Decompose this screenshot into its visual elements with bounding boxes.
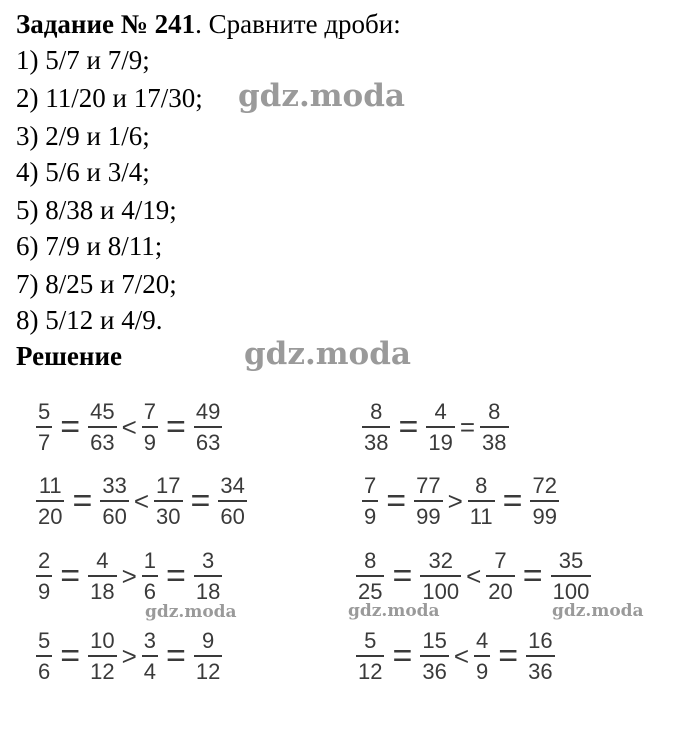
task-item: 4) 5/6 и 3/4; [16, 157, 150, 187]
task-item: 2) 11/20 и 17/30; [16, 83, 203, 113]
fraction-numerator: 72 [532, 473, 557, 498]
fraction [426, 399, 454, 455]
fraction-denominator: 36 [528, 659, 553, 684]
task-item: 1) 5/7 и 7/9; [16, 45, 150, 75]
fraction-numerator: 1 [143, 548, 157, 573]
fraction-denominator: 18 [195, 579, 221, 604]
fraction [36, 399, 52, 455]
fraction-denominator: 7 [38, 430, 51, 455]
fraction [142, 399, 158, 455]
fraction-numerator: 8 [475, 473, 488, 498]
watermark: gdz.moda [244, 336, 411, 372]
equals-sign: = [392, 556, 413, 595]
task-title [16, 8, 401, 40]
comparison-sign: < [121, 411, 137, 442]
fraction-denominator: 9 [476, 659, 489, 684]
fraction-denominator: 12 [195, 659, 221, 684]
fraction-numerator: 8 [364, 548, 377, 573]
fraction-denominator: 60 [102, 504, 127, 529]
fraction [194, 628, 222, 684]
fraction-numerator: 4 [434, 399, 447, 424]
fraction-denominator: 12 [358, 659, 383, 684]
fraction-denominator: 9 [143, 430, 157, 455]
comparison-sign: > [447, 485, 463, 516]
equals-sign: = [386, 481, 407, 520]
task-item: 5) 8/38 и 4/19; [16, 195, 177, 225]
fraction-denominator: 63 [90, 430, 115, 455]
fraction-numerator: 7 [364, 473, 377, 498]
fraction [218, 473, 246, 529]
fraction-denominator: 38 [364, 430, 389, 455]
fraction-numerator: 17 [156, 473, 181, 498]
fraction [36, 473, 64, 529]
fraction-numerator: 10 [90, 628, 115, 653]
fraction-numerator: 15 [422, 628, 447, 653]
comparison-sign: < [466, 560, 482, 591]
equals-sign: = [166, 556, 186, 595]
fraction [480, 399, 508, 455]
equals-sign: = [498, 636, 519, 675]
fraction-numerator: 9 [202, 628, 215, 653]
fraction-denominator: 30 [156, 504, 181, 529]
fraction-numerator: 35 [558, 548, 584, 573]
fraction-numerator: 77 [416, 473, 441, 498]
fraction [526, 628, 554, 684]
task-item: 6) 7/9 и 8/11; [16, 231, 163, 261]
equals-sign: = [502, 481, 523, 520]
fraction [362, 399, 390, 455]
equals-sign: = [190, 481, 211, 520]
fraction [194, 399, 222, 455]
watermark: gdz.moda [145, 602, 237, 622]
fraction-numerator: 3 [143, 628, 157, 653]
task-item: 8) 5/12 и 4/9. [16, 305, 163, 335]
fraction [88, 548, 116, 604]
task-number: Задание № 241 [16, 9, 196, 39]
watermark: gdz.moda [238, 78, 405, 114]
fraction-denominator: 38 [482, 430, 507, 455]
fraction-denominator: 99 [532, 504, 557, 529]
fraction [356, 628, 384, 684]
fraction [194, 548, 222, 604]
fraction [356, 548, 384, 604]
fraction-numerator: 45 [90, 399, 115, 424]
fraction-numerator: 16 [528, 628, 553, 653]
fraction-numerator: 33 [102, 473, 127, 498]
comparison-sign: < [133, 485, 150, 516]
fraction [362, 473, 378, 529]
fraction-numerator: 5 [38, 628, 51, 653]
solution-expression [356, 625, 555, 687]
equals-sign: = [522, 556, 543, 595]
fraction-denominator: 60 [220, 504, 245, 529]
solution-expression [36, 396, 222, 458]
fraction-numerator: 3 [202, 548, 215, 573]
fraction [420, 628, 448, 684]
solution-expression [356, 545, 591, 607]
fraction [474, 628, 490, 684]
fraction [420, 548, 461, 604]
fraction-denominator: 99 [416, 504, 441, 529]
fraction-denominator: 36 [422, 659, 447, 684]
solution-expression [36, 545, 222, 607]
equals-sign: = [166, 636, 186, 675]
fraction-numerator: 11 [38, 473, 62, 498]
solution-expression [362, 396, 509, 458]
fraction [142, 628, 158, 684]
task-instruction: . Сравните дроби: [195, 9, 401, 39]
equals-sign: = [166, 407, 186, 446]
comparison-sign: < [453, 640, 470, 671]
equals-sign: = [60, 636, 81, 675]
fraction-numerator: 5 [364, 628, 377, 653]
solution-expression [36, 625, 222, 687]
comparison-sign: > [121, 560, 137, 591]
task-item: 7) 8/25 и 7/20; [16, 269, 177, 299]
task-item: 3) 2/9 и 1/6; [16, 121, 150, 151]
fraction-denominator: 100 [552, 579, 590, 604]
equals-sign: = [60, 407, 81, 446]
equals-sign: = [72, 481, 93, 520]
fraction [154, 473, 182, 529]
fraction-denominator: 20 [38, 504, 63, 529]
fraction-numerator: 7 [494, 548, 507, 573]
fraction [414, 473, 442, 529]
fraction-denominator: 6 [38, 659, 51, 684]
fraction-numerator: 2 [38, 548, 51, 573]
fraction [100, 473, 128, 529]
fraction-denominator: 6 [143, 579, 157, 604]
fraction-denominator: 9 [364, 504, 377, 529]
comparison-sign: = [459, 411, 476, 442]
equals-sign: = [60, 556, 81, 595]
fraction [36, 548, 52, 604]
fraction-denominator: 9 [38, 579, 51, 604]
watermark: gdz.moda [552, 601, 644, 621]
fraction-denominator: 12 [90, 659, 115, 684]
equals-sign: = [398, 407, 419, 446]
fraction-numerator: 5 [38, 399, 51, 424]
fraction [36, 628, 52, 684]
fraction-numerator: 4 [96, 548, 109, 573]
fraction-numerator: 32 [428, 548, 453, 573]
fraction [468, 473, 495, 529]
fraction-numerator: 34 [220, 473, 245, 498]
fraction-numerator: 8 [488, 399, 501, 424]
fraction-denominator: 63 [195, 430, 221, 455]
fraction-numerator: 4 [476, 628, 489, 653]
fraction-numerator: 49 [195, 399, 221, 424]
fraction-denominator: 19 [428, 430, 453, 455]
solution-heading: Решение [16, 341, 122, 371]
fraction-denominator: 20 [488, 579, 513, 604]
fraction [530, 473, 558, 529]
fraction-denominator: 100 [422, 579, 460, 604]
fraction [486, 548, 514, 604]
fraction-numerator: 7 [143, 399, 157, 424]
equals-sign: = [392, 636, 413, 675]
fraction-denominator: 11 [469, 504, 493, 529]
fraction-denominator: 4 [143, 659, 157, 684]
solution-expression [36, 470, 247, 532]
fraction-denominator: 18 [90, 579, 115, 604]
fraction-denominator: 25 [358, 579, 383, 604]
fraction [88, 628, 116, 684]
fraction [88, 399, 116, 455]
fraction [551, 548, 592, 604]
fraction-numerator: 8 [370, 399, 383, 424]
watermark: gdz.moda [348, 601, 440, 621]
comparison-sign: > [121, 640, 137, 671]
solution-expression [362, 470, 559, 532]
fraction [142, 548, 158, 604]
